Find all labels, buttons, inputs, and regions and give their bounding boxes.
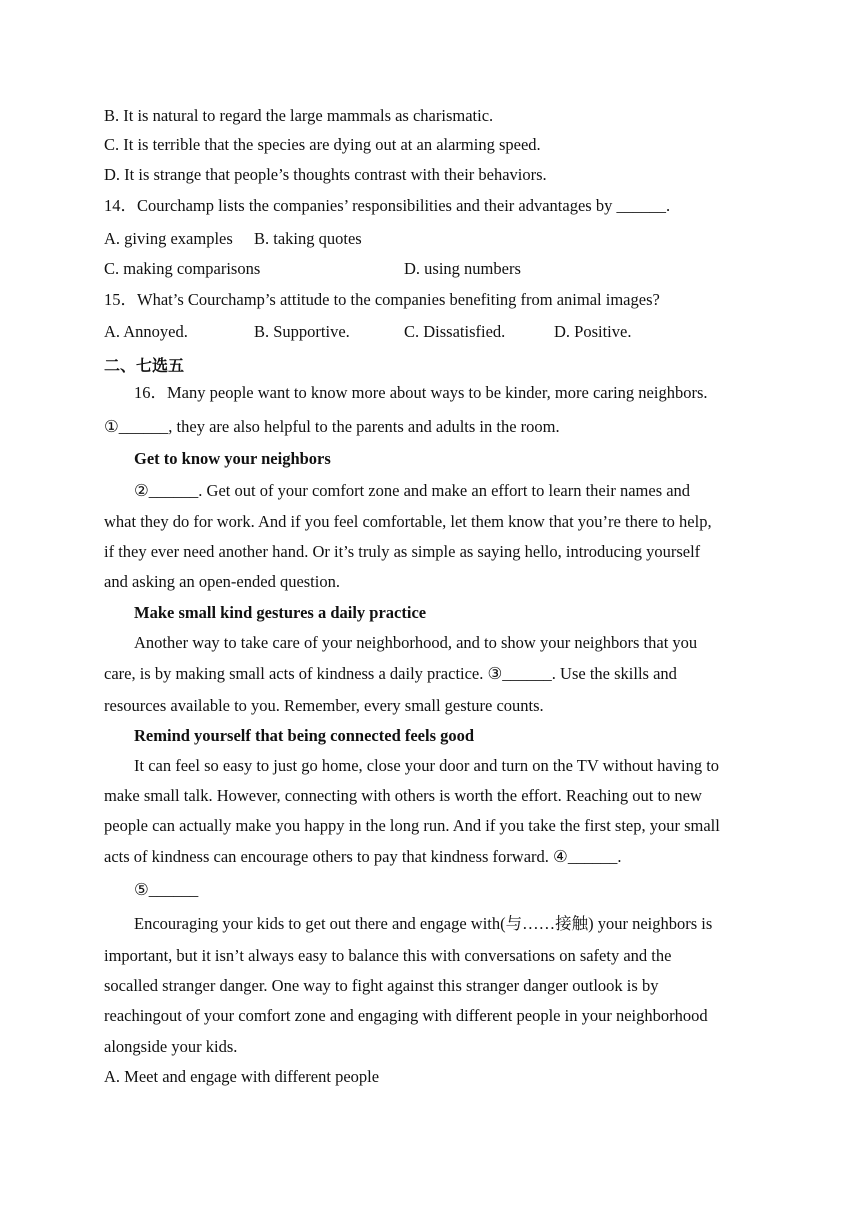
paragraph-line: care, is by making small acts of kindness a daily practice. ③______. Use the skills and [104, 664, 677, 683]
q15-option-d: D. Positive. [554, 322, 632, 341]
paragraph-line: what they do for work. And if you feel comfortable, let them know that you’re there to help, [104, 512, 712, 531]
choice-a: A. Meet and engage with different people [104, 1067, 380, 1086]
paragraph-line: Encouraging your kids to get out there and engage with(与……接触) your neighbors is [134, 914, 713, 933]
passage-intro-line: 16．Many people want to know more about ways to be kinder, more caring neighbors. [134, 383, 708, 402]
q14-stem: 14．Courchamp lists the companies’ responsibilities and their advantages by ______. [104, 196, 671, 215]
q15-stem: 15．What’s Courchamp’s attitude to the companies benefiting from animal images? [104, 290, 660, 309]
q13-option-b: B. It is natural to regard the large mammals as charismatic. [104, 106, 494, 125]
q14-option-d: D. using numbers [404, 259, 521, 278]
paragraph-line: It can feel so easy to just go home, close your door and turn on the TV without having to [134, 756, 720, 775]
paragraph-line: socalled stranger danger. One way to fight against this stranger danger outlook is by [104, 976, 659, 995]
q15-option-b: B. Supportive. [254, 322, 350, 341]
subheading-small-gestures: Make small kind gestures a daily practice [134, 603, 427, 622]
q13-option-d: D. It is strange that people’s thoughts contrast with their behaviors. [104, 165, 547, 184]
paragraph-line: and asking an open-ended question. [104, 572, 340, 591]
q14-option-a: A. giving examples [104, 229, 233, 248]
q14-option-b: B. taking quotes [254, 229, 362, 248]
paragraph-line: resources available to you. Remember, every small gesture counts. [104, 696, 544, 715]
subheading-get-to-know: Get to know your neighbors [134, 449, 331, 468]
q13-option-c: C. It is terrible that the species are dying out at an alarming speed. [104, 135, 541, 154]
paragraph-line: acts of kindness can encourage others to pay that kindness forward. ④______. [104, 847, 622, 866]
section-heading: 二、七选五 [104, 356, 185, 375]
paragraph-line: important, but it isn’t always easy to balance this with conversations on safety and the [104, 946, 672, 965]
paragraph-line: ②______. Get out of your comfort zone and make an effort to learn their names and [134, 481, 691, 500]
subheading-being-connected: Remind yourself that being connected feels good [134, 726, 475, 745]
paragraph-line: alongside your kids. [104, 1037, 238, 1056]
paragraph-line: people can actually make you happy in the long run. And if you take the first step, your small [104, 816, 720, 835]
paragraph-line: Another way to take care of your neighborhood, and to show your neighbors that you [134, 633, 698, 652]
q15-option-a: A. Annoyed. [104, 322, 188, 341]
q15-option-c: C. Dissatisfied. [404, 322, 506, 341]
q14-option-c: C. making comparisons [104, 259, 261, 278]
paragraph-line: reachingout of your comfort zone and engaging with different people in your neighborhood [104, 1006, 708, 1025]
paragraph-line: if they ever need another hand. Or it’s truly as simple as saying hello, introducing yourself [104, 542, 701, 561]
passage-intro-line: ①______, they are also helpful to the parents and adults in the room. [104, 417, 560, 436]
blank-5: ⑤______ [134, 880, 199, 899]
paragraph-line: make small talk. However, connecting with others is worth the effort. Reaching out to new [104, 786, 702, 805]
